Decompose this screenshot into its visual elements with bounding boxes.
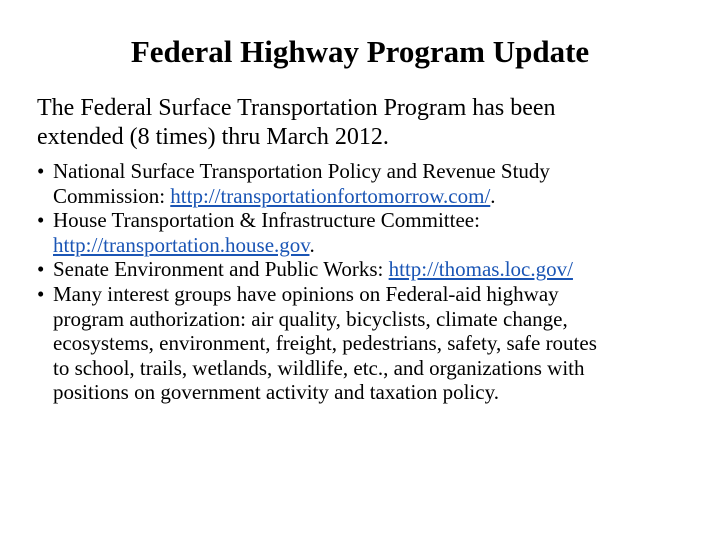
bullet-line bbox=[53, 331, 597, 356]
hyperlink[interactable]: http://thomas.loc.gov/ bbox=[388, 257, 573, 282]
bullet-text: House Transportation & Infrastructure Committee: bbox=[53, 208, 480, 233]
bullet-icon: • bbox=[37, 257, 45, 282]
bullet-item bbox=[37, 282, 597, 405]
intro-line: extended (8 times) thru March 2012. bbox=[37, 124, 389, 150]
bullet-item bbox=[37, 257, 597, 282]
bullet-icon: • bbox=[37, 208, 45, 233]
bullet-item bbox=[37, 208, 597, 257]
bullet-item bbox=[37, 159, 597, 208]
bullet-icon: • bbox=[37, 159, 45, 183]
bullet-text: Many interest groups have opinions on Federal-aid highway bbox=[53, 281, 559, 306]
intro-paragraph bbox=[37, 94, 556, 152]
bullet-text: . bbox=[490, 183, 496, 208]
bullet-line bbox=[53, 233, 597, 258]
bullet-text: ecosystems, environment, freight, pedestrians, safety, safe routes bbox=[53, 331, 597, 356]
bullet-line bbox=[53, 380, 597, 405]
bullet-line bbox=[53, 282, 597, 307]
slide-title: Federal Highway Program Update bbox=[130, 34, 590, 69]
bullet-text: National Surface Transportation Policy and Revenue Study bbox=[53, 159, 550, 183]
bullet-text: program authorization: air quality, bicyclists, climate change, bbox=[53, 306, 568, 331]
bullet-line bbox=[53, 184, 597, 209]
bullet-line bbox=[53, 257, 597, 282]
bullet-line bbox=[53, 356, 597, 381]
bullet-icon: • bbox=[37, 281, 45, 306]
intro-line: The Federal Surface Transportation Program has been bbox=[37, 95, 556, 121]
bullet-text: . bbox=[309, 232, 315, 257]
bullet-text: Commission: bbox=[53, 183, 171, 208]
bullet-text: Senate Environment and Public Works: bbox=[53, 257, 389, 282]
bullet-line bbox=[53, 159, 597, 184]
bullet-line bbox=[53, 307, 597, 332]
bullet-text: to school, trails, wetlands, wildlife, etc., and organizations with bbox=[53, 355, 585, 380]
hyperlink[interactable]: http://transportation.house.gov bbox=[53, 232, 310, 257]
bullet-line bbox=[53, 208, 597, 233]
bullet-text: positions on government activity and taxation policy. bbox=[53, 380, 499, 405]
hyperlink[interactable]: http://transportationfortomorrow.com/ bbox=[170, 183, 491, 208]
bullet-list bbox=[37, 159, 597, 405]
